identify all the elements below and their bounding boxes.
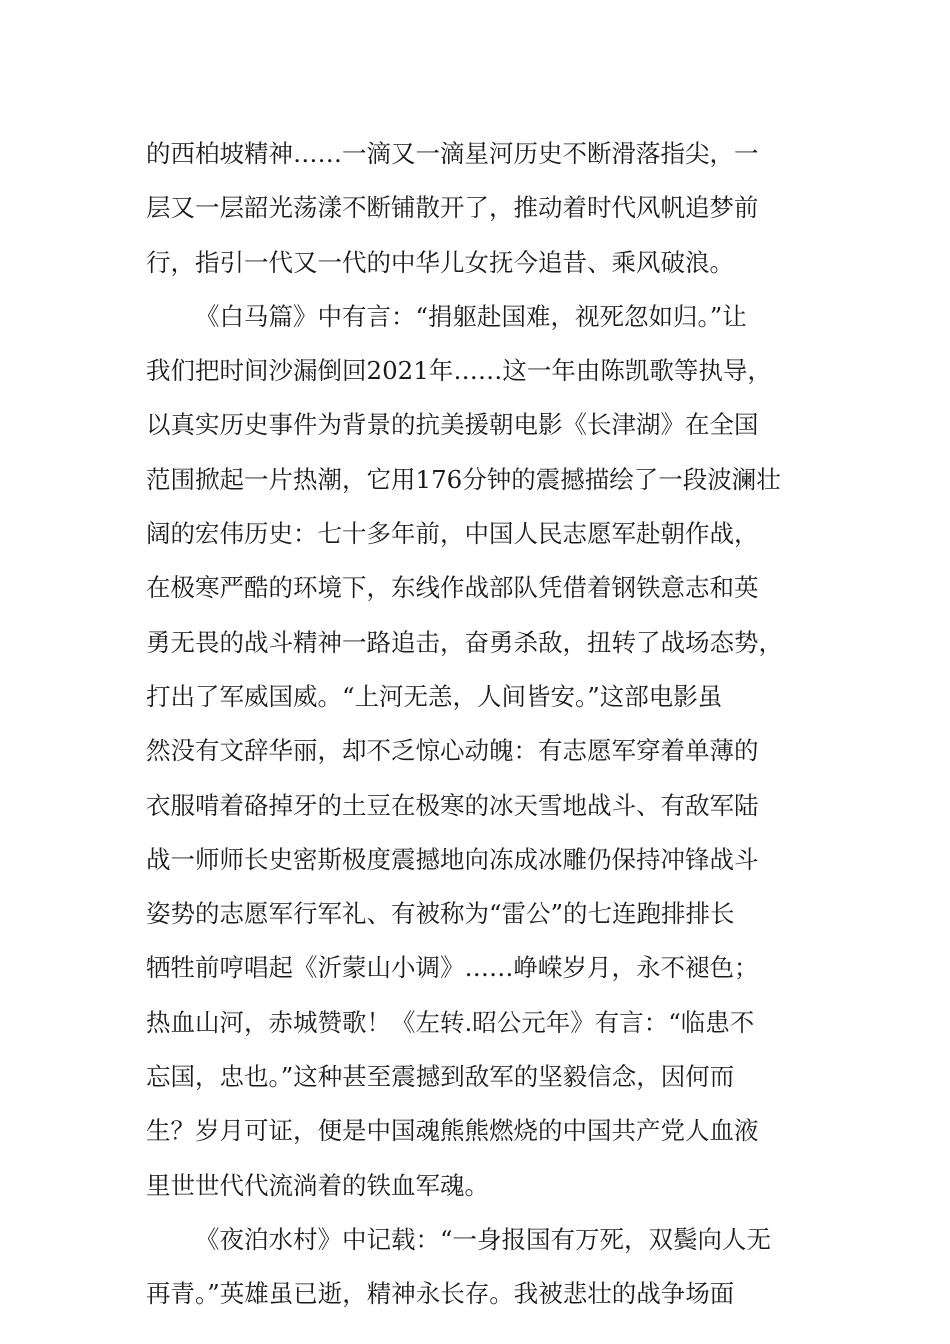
text-line: 热血山河，赤城赞歌！《左转.昭公元年》有言：“临患不 — [146, 1007, 755, 1037]
text-line: 《夜泊水村》中记载：“一身报国有万死，双鬓向人无 — [195, 1224, 772, 1254]
text-line: 以真实历史事件为背景的抗美援朝电影《长津湖》在全国 — [146, 410, 759, 440]
text-line: 《白马篇》中有言：“捐躯赴国难，视死忽如归。”让 — [195, 301, 747, 331]
text-line: 范围掀起一片热潮，它用176分钟的震撼描绘了一段波澜壮 — [146, 464, 781, 494]
text-line: 层又一层韶光荡漾不断铺散开了，推动着时代风帆追梦前 — [146, 193, 759, 223]
text-line: 我们把时间沙漏倒回2021年……这一年由陈凯歌等执导， — [146, 356, 772, 386]
paragraph-3 — [146, 1213, 806, 1322]
text-line: 在极寒严酷的环境下，东线作战部队凭借着钢铁意志和英 — [146, 573, 759, 603]
paragraph-2 — [146, 290, 806, 1213]
text-line: 牺牲前哼唱起《沂蒙山小调》……峥嵘岁月，永不褪色； — [146, 953, 759, 983]
text-line: 勇无畏的战斗精神一路追击，奋勇杀敌，扭转了战场态势， — [146, 627, 783, 657]
text-line: 行，指引一代又一代的中华儿女抚今追昔、乘风破浪。 — [146, 247, 734, 277]
text-line: 姿势的志愿军行军礼、有被称为“雷公”的七连跑排排长 — [146, 899, 735, 929]
paragraph-1 — [146, 127, 806, 290]
text-line: 然没有文辞华丽，却不乏惊心动魄：有志愿军穿着单薄的 — [146, 736, 759, 766]
text-line: 再青。”英雄虽已逝，精神永长存。我被悲壮的战争场面 — [146, 1279, 735, 1309]
body-text — [146, 127, 806, 1322]
text-line: 里世世代代流淌着的铁血军魂。 — [146, 1170, 489, 1200]
text-line: 的西柏坡精神……一滴又一滴星河历史不断滑落指尖，一 — [146, 139, 759, 168]
text-line: 忘国，忠也。”这种甚至震撼到敌军的坚毅信念，因何而 — [146, 1062, 735, 1092]
text-line: 打出了军威国威。“上河无恙，人间皆安。”这部电影虽 — [146, 681, 723, 711]
text-line: 阔的宏伟历史：七十多年前，中国人民志愿军赴朝作战， — [146, 519, 759, 549]
text-line: 衣服啃着硌掉牙的土豆在极寒的冰天雪地战斗、有敌军陆 — [146, 790, 759, 820]
text-line: 生？岁月可证，便是中国魂熊熊燃烧的中国共产党人血液 — [146, 1116, 759, 1146]
text-line: 战一师师长史密斯极度震撼地向冻成冰雕仍保持冲锋战斗 — [146, 844, 759, 874]
